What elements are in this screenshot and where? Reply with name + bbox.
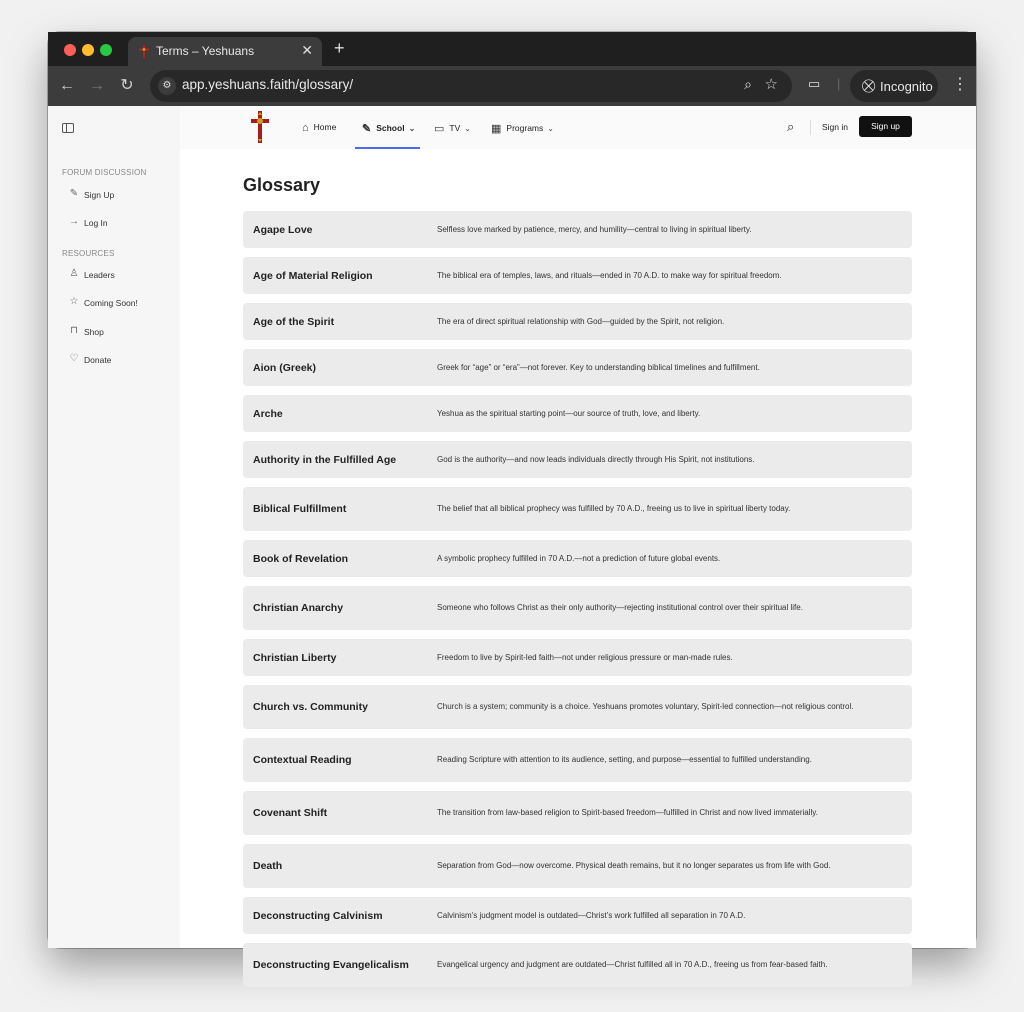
browser-tab[interactable] [128, 37, 322, 66]
glossary-term: Deconstructing Calvinism [253, 909, 383, 922]
sidebar-heading-resources: RESOURCES [62, 249, 115, 258]
glossary-definition: Selfless love marked by patience, mercy, and humility—central to living in spiritual liberty. [437, 224, 752, 234]
page-title: Glossary [243, 175, 321, 195]
bookmark-star-icon[interactable]: ☆ [764, 76, 778, 93]
signup-icon: ✎ [69, 188, 79, 199]
glossary-definition: The era of direct spiritual relationship with God—guided by the Spirit, not religion. [437, 316, 725, 326]
glossary-term: Agape Love [253, 223, 313, 236]
glossary-row [243, 395, 912, 432]
zoom-icon[interactable]: ⌕ [744, 76, 752, 92]
nav-programs[interactable] [491, 122, 554, 135]
bag-icon: ⊓ [70, 325, 78, 336]
search-icon[interactable]: ⌕ [787, 119, 795, 134]
glossary-row [243, 303, 912, 340]
glossary-row [243, 791, 912, 835]
chevron-down-icon: ⌄ [464, 124, 471, 133]
glossary-term: Aion (Greek) [253, 361, 317, 374]
glossary-term: Church vs. Community [253, 701, 368, 713]
maximize-window-button[interactable] [100, 44, 112, 56]
sidebar-item-label: Shop [84, 327, 104, 337]
back-icon[interactable]: ← [59, 77, 75, 94]
glossary-row [243, 540, 912, 577]
glossary-term: Arche [253, 407, 283, 420]
url-text[interactable]: app.yeshuans.faith/glossary/ [182, 77, 354, 92]
glossary-row [243, 441, 912, 478]
glossary-definition: God is the authority—and now leads individuals directly through His Spirit, not institutions. [437, 454, 755, 464]
nav-tv-label: TV [449, 123, 461, 133]
nav-home[interactable] [302, 122, 336, 134]
glossary-term: Authority in the Fulfilled Age [253, 453, 397, 466]
glossary-row [243, 738, 912, 782]
glossary-definition: The biblical era of temples, laws, and rituals—ended in 70 A.D. to make way for spiritual freedom. [437, 270, 782, 280]
glossary-term: Biblical Fulfillment [253, 503, 347, 515]
incognito-icon: ⛒ [862, 78, 876, 93]
tab-strip [48, 32, 976, 66]
glossary-term: Book of Revelation [253, 552, 349, 565]
web-page [48, 106, 976, 971]
new-tab-icon[interactable]: + [334, 38, 345, 58]
tab-close-icon[interactable]: ✕ [301, 42, 313, 58]
tab-title: Terms – Yeshuans [156, 44, 255, 58]
browser-window [48, 32, 976, 971]
glossary-row [243, 685, 912, 729]
glossary-term: Covenant Shift [253, 807, 328, 819]
arrow-right-icon: → [69, 216, 79, 227]
sign-in-link[interactable]: Sign in [822, 122, 848, 132]
tv-icon: ▭ [434, 123, 445, 135]
glossary-definition: The belief that all biblical prophecy was fulfilled by 70 A.D., freeing us to live in spiritual liberty today. [437, 504, 791, 513]
glossary-row [243, 487, 912, 531]
user-icon: ♙ [69, 268, 79, 279]
chevron-down-icon: ⌄ [408, 124, 416, 133]
glossary-definition: Calvinism’s judgment model is outdated—Christ’s work fulfilled all separation in 70 A.D. [437, 910, 746, 920]
incognito-indicator[interactable] [850, 70, 938, 102]
sidebar-item-label: Leaders [84, 270, 115, 280]
sidebar-toggle-icon[interactable] [62, 123, 74, 133]
nav-school[interactable] [362, 122, 415, 135]
toolbar-divider: | [837, 76, 841, 91]
sidebar-item-label: Coming Soon! [84, 298, 138, 308]
glossary-term: Age of Material Religion [253, 269, 373, 282]
top-navigation [180, 106, 976, 149]
glossary-term: Deconstructing Evangelicalism [253, 959, 409, 971]
glossary-term: Christian Liberty [253, 651, 337, 664]
browser-toolbar [48, 66, 976, 106]
glossary-list [243, 211, 912, 996]
glossary-definition: Separation from God—now overcome. Physical death remains, but it no longer separates us from life with God. [437, 861, 831, 870]
cross-favicon-icon [138, 45, 150, 58]
star-icon: ☆ [69, 296, 79, 307]
sidebar-heading-forum: FORUM DISCUSSION [62, 168, 147, 177]
site-info-icon[interactable]: ⚙ [158, 77, 176, 95]
glossary-definition: A symbolic prophecy fulfilled in 70 A.D.—not a prediction of future global events. [437, 553, 721, 563]
glossary-definition: Freedom to live by Spirit-led faith—not under religious pressure or man-made rules. [437, 652, 733, 662]
glossary-row [243, 943, 912, 987]
nav-school-label: School [376, 123, 405, 133]
glossary-term: Christian Anarchy [253, 602, 344, 614]
glossary-definition: Greek for “age” or “era”—not forever. Key to understanding biblical timelines and fulfillment. [437, 362, 760, 372]
glossary-definition: Yeshua as the spiritual starting point—our source of truth, love, and liberty. [437, 408, 701, 418]
reload-icon[interactable]: ↻ [120, 77, 134, 94]
tab-search-icon[interactable]: ▭ [808, 76, 821, 91]
incognito-label: Incognito [880, 79, 933, 94]
glossary-row [243, 349, 912, 386]
minimize-window-button[interactable] [82, 44, 94, 56]
glossary-row [243, 897, 912, 934]
glossary-definition: Church is a system; community is a choice. Yeshuans promotes voluntary, Spirit-led connection—not religious control. [437, 702, 854, 711]
sidebar [48, 106, 180, 948]
browser-menu-icon[interactable]: ⋮ [952, 76, 968, 93]
pencil-icon: ✎ [362, 123, 372, 135]
nav-divider [810, 120, 811, 135]
glossary-definition: The transition from law-based religion to Spirit-based freedom—fulfilled in Christ and now lived immaterially. [437, 808, 818, 817]
glossary-row [243, 586, 912, 630]
glossary-definition: Reading Scripture with attention to its audience, setting, and purpose—essential to fulfilled understanding. [437, 755, 812, 764]
nav-programs-label: Programs [506, 123, 544, 133]
sidebar-item-label: Donate [84, 355, 112, 365]
sidebar-item-label: Sign Up [84, 190, 115, 200]
glossary-row [243, 639, 912, 676]
glossary-definition: Evangelical urgency and judgment are outdated—Christ fulfilled all in 70 A.D., freeing us from fear-based faith. [437, 960, 828, 969]
glossary-definition: Someone who follows Christ as their only authority—rejecting institutional control over their spiritual life. [437, 603, 803, 612]
forward-icon[interactable]: → [89, 77, 105, 94]
nav-tv[interactable] [434, 122, 471, 135]
sign-up-button[interactable]: Sign up [859, 116, 912, 137]
address-bar[interactable] [150, 70, 792, 102]
sidebar-item-label: Log In [84, 218, 108, 228]
close-window-button[interactable] [64, 44, 76, 56]
glossary-row [243, 211, 912, 248]
nav-home-label: Home [313, 122, 337, 132]
heart-icon: ♡ [69, 353, 79, 364]
active-nav-underline [355, 147, 420, 149]
glossary-term: Contextual Reading [253, 754, 352, 766]
glossary-term: Age of the Spirit [253, 315, 335, 328]
yeshuans-cross-logo[interactable] [250, 111, 270, 143]
glossary-row [243, 844, 912, 888]
glossary-row [243, 257, 912, 294]
home-icon: ⌂ [302, 122, 309, 134]
calendar-icon: ▦ [491, 123, 502, 135]
glossary-term: Death [253, 860, 283, 872]
chevron-down-icon: ⌄ [547, 124, 554, 133]
